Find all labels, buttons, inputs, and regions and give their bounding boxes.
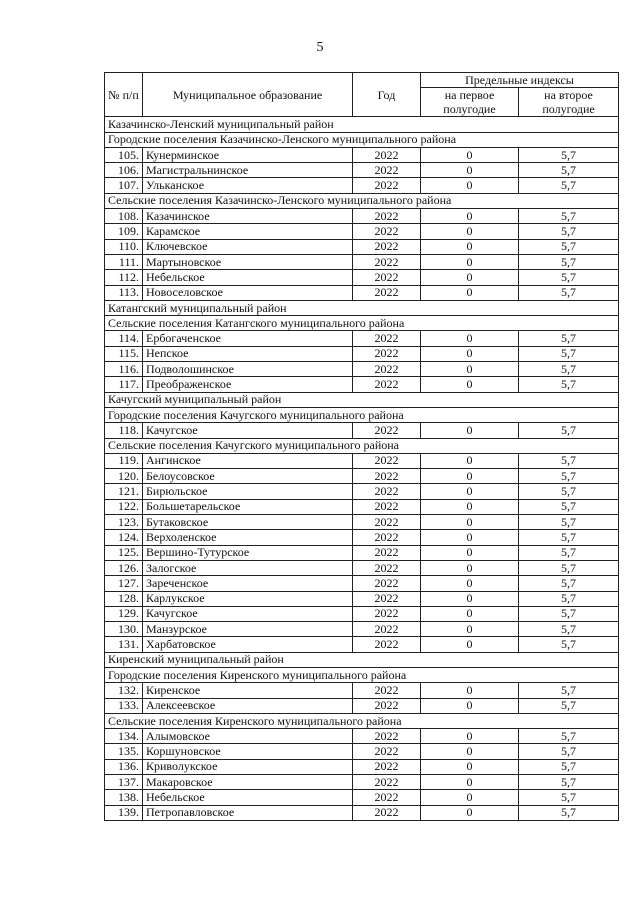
municipality-name: Непское — [143, 346, 353, 361]
municipality-name: Преображенское — [143, 377, 353, 392]
group-row — [105, 193, 619, 208]
row-year: 2022 — [353, 285, 421, 300]
municipality-name: Ангинское — [143, 453, 353, 468]
table-row — [105, 591, 619, 606]
group-row — [105, 667, 619, 682]
first-half-index: 0 — [421, 254, 519, 269]
second-half-index: 5,7 — [519, 224, 619, 239]
settlement-group-heading: Городские поселения Киренского муниципального района — [105, 667, 619, 682]
table-header — [105, 73, 619, 117]
table-row — [105, 698, 619, 713]
table-row — [105, 362, 619, 377]
row-number: 118. — [105, 423, 143, 438]
table-row — [105, 377, 619, 392]
row-year: 2022 — [353, 560, 421, 575]
table-row — [105, 560, 619, 575]
row-year: 2022 — [353, 453, 421, 468]
row-year: 2022 — [353, 622, 421, 637]
second-half-index: 5,7 — [519, 805, 619, 820]
first-half-index: 0 — [421, 163, 519, 178]
table-row — [105, 683, 619, 698]
second-half-index: 5,7 — [519, 147, 619, 162]
second-half-index: 5,7 — [519, 698, 619, 713]
row-year: 2022 — [353, 423, 421, 438]
municipality-name: Кунерминское — [143, 147, 353, 162]
group-row — [105, 438, 619, 453]
municipality-name: Киренское — [143, 683, 353, 698]
second-half-index: 5,7 — [519, 423, 619, 438]
row-year: 2022 — [353, 224, 421, 239]
row-year: 2022 — [353, 729, 421, 744]
first-half-index: 0 — [421, 744, 519, 759]
header-num: № п/п — [105, 73, 143, 117]
second-half-index: 5,7 — [519, 163, 619, 178]
first-half-index: 0 — [421, 545, 519, 560]
second-half-index: 5,7 — [519, 729, 619, 744]
second-half-index: 5,7 — [519, 270, 619, 285]
table-row — [105, 469, 619, 484]
settlement-group-heading: Городские поселения Казачинско-Ленского муниципального района — [105, 132, 619, 147]
municipality-name: Мартыновское — [143, 254, 353, 269]
row-year: 2022 — [353, 805, 421, 820]
first-half-index: 0 — [421, 209, 519, 224]
row-number: 115. — [105, 346, 143, 361]
table-row — [105, 147, 619, 162]
row-year: 2022 — [353, 484, 421, 499]
table-row — [105, 285, 619, 300]
row-number: 125. — [105, 545, 143, 560]
row-number: 139. — [105, 805, 143, 820]
row-number: 134. — [105, 729, 143, 744]
first-half-index: 0 — [421, 729, 519, 744]
second-half-index: 5,7 — [519, 362, 619, 377]
page-number: 5 — [316, 40, 324, 55]
row-year: 2022 — [353, 346, 421, 361]
second-half-index: 5,7 — [519, 591, 619, 606]
municipality-name: Ключевское — [143, 239, 353, 254]
second-half-index: 5,7 — [519, 560, 619, 575]
municipality-name: Залогское — [143, 560, 353, 575]
municipality-name: Небельское — [143, 790, 353, 805]
table-row — [105, 775, 619, 790]
row-number: 128. — [105, 591, 143, 606]
row-number: 127. — [105, 576, 143, 591]
group-row — [105, 132, 619, 147]
row-year: 2022 — [353, 606, 421, 621]
municipality-name: Карлукское — [143, 591, 353, 606]
first-half-index: 0 — [421, 377, 519, 392]
row-number: 108. — [105, 209, 143, 224]
row-year: 2022 — [353, 637, 421, 652]
table-row — [105, 453, 619, 468]
row-year: 2022 — [353, 178, 421, 193]
municipality-name: Алымовское — [143, 729, 353, 744]
first-half-index: 0 — [421, 484, 519, 499]
municipality-name: Бутаковское — [143, 515, 353, 530]
second-half-index: 5,7 — [519, 499, 619, 514]
row-number: 111. — [105, 254, 143, 269]
municipality-name: Качугское — [143, 423, 353, 438]
table-row — [105, 576, 619, 591]
district-row — [105, 392, 619, 407]
first-half-index: 0 — [421, 775, 519, 790]
second-half-index: 5,7 — [519, 759, 619, 774]
row-year: 2022 — [353, 254, 421, 269]
municipality-name: Качугское — [143, 606, 353, 621]
header-municipality: Муниципальное образование — [143, 73, 353, 117]
municipality-name: Большетарельское — [143, 499, 353, 514]
second-half-index: 5,7 — [519, 790, 619, 805]
row-year: 2022 — [353, 790, 421, 805]
first-half-index: 0 — [421, 147, 519, 162]
row-number: 122. — [105, 499, 143, 514]
district-row — [105, 117, 619, 132]
first-half-index: 0 — [421, 591, 519, 606]
table-row — [105, 530, 619, 545]
row-number: 112. — [105, 270, 143, 285]
first-half-index: 0 — [421, 530, 519, 545]
district-row — [105, 652, 619, 667]
settlement-group-heading: Сельские поселения Катангского муниципального района — [105, 316, 619, 331]
first-half-index: 0 — [421, 698, 519, 713]
table-row — [105, 744, 619, 759]
second-half-index: 5,7 — [519, 285, 619, 300]
second-half-index: 5,7 — [519, 254, 619, 269]
second-half-index: 5,7 — [519, 775, 619, 790]
header-year: Год — [353, 73, 421, 117]
second-half-index: 5,7 — [519, 331, 619, 346]
table-body — [105, 117, 619, 821]
row-number: 121. — [105, 484, 143, 499]
second-half-index: 5,7 — [519, 178, 619, 193]
table-row — [105, 759, 619, 774]
header-first-half: на первое полугодие — [421, 88, 519, 117]
row-number: 129. — [105, 606, 143, 621]
row-number: 123. — [105, 515, 143, 530]
first-half-index: 0 — [421, 285, 519, 300]
row-number: 124. — [105, 530, 143, 545]
row-year: 2022 — [353, 362, 421, 377]
first-half-index: 0 — [421, 499, 519, 514]
table-row — [105, 622, 619, 637]
municipality-name: Вершино-Тутурское — [143, 545, 353, 560]
row-year: 2022 — [353, 698, 421, 713]
table-row — [105, 163, 619, 178]
row-year: 2022 — [353, 469, 421, 484]
row-number: 116. — [105, 362, 143, 377]
first-half-index: 0 — [421, 346, 519, 361]
second-half-index: 5,7 — [519, 515, 619, 530]
row-year: 2022 — [353, 331, 421, 346]
second-half-index: 5,7 — [519, 239, 619, 254]
second-half-index: 5,7 — [519, 453, 619, 468]
second-half-index: 5,7 — [519, 209, 619, 224]
row-year: 2022 — [353, 515, 421, 530]
table-row — [105, 545, 619, 560]
second-half-index: 5,7 — [519, 637, 619, 652]
first-half-index: 0 — [421, 790, 519, 805]
row-number: 126. — [105, 560, 143, 575]
municipality-name: Петропавловское — [143, 805, 353, 820]
first-half-index: 0 — [421, 362, 519, 377]
second-half-index: 5,7 — [519, 622, 619, 637]
table-row — [105, 790, 619, 805]
row-number: 132. — [105, 683, 143, 698]
first-half-index: 0 — [421, 224, 519, 239]
municipality-name: Новоселовское — [143, 285, 353, 300]
municipality-name: Коршуновское — [143, 744, 353, 759]
first-half-index: 0 — [421, 178, 519, 193]
municipality-name: Подволошинское — [143, 362, 353, 377]
row-number: 110. — [105, 239, 143, 254]
table-row — [105, 239, 619, 254]
municipality-name: Небельское — [143, 270, 353, 285]
district-heading: Катангский муниципальный район — [105, 300, 619, 315]
header-second-half: на второе полугодие — [519, 88, 619, 117]
row-number: 136. — [105, 759, 143, 774]
district-heading: Казачинско-Ленский муниципальный район — [105, 117, 619, 132]
row-number: 137. — [105, 775, 143, 790]
first-half-index: 0 — [421, 453, 519, 468]
table-row — [105, 484, 619, 499]
row-year: 2022 — [353, 499, 421, 514]
row-year: 2022 — [353, 239, 421, 254]
municipality-name: Криволукское — [143, 759, 353, 774]
municipality-name: Харбатовское — [143, 637, 353, 652]
row-year: 2022 — [353, 163, 421, 178]
second-half-index: 5,7 — [519, 683, 619, 698]
group-row — [105, 316, 619, 331]
row-number: 107. — [105, 178, 143, 193]
row-year: 2022 — [353, 209, 421, 224]
row-number: 138. — [105, 790, 143, 805]
table-row — [105, 637, 619, 652]
second-half-index: 5,7 — [519, 377, 619, 392]
municipality-name: Казачинское — [143, 209, 353, 224]
settlement-group-heading: Городские поселения Качугского муниципального района — [105, 407, 619, 422]
row-number: 114. — [105, 331, 143, 346]
municipality-name: Ульканское — [143, 178, 353, 193]
first-half-index: 0 — [421, 576, 519, 591]
row-year: 2022 — [353, 591, 421, 606]
municipality-name: Манзурское — [143, 622, 353, 637]
first-half-index: 0 — [421, 270, 519, 285]
first-half-index: 0 — [421, 606, 519, 621]
table-row — [105, 499, 619, 514]
table-row — [105, 515, 619, 530]
row-year: 2022 — [353, 775, 421, 790]
row-number: 119. — [105, 453, 143, 468]
municipality-name: Белоусовское — [143, 469, 353, 484]
first-half-index: 0 — [421, 759, 519, 774]
first-half-index: 0 — [421, 469, 519, 484]
table-row — [105, 805, 619, 820]
table-row — [105, 224, 619, 239]
row-number: 120. — [105, 469, 143, 484]
municipality-name: Карамское — [143, 224, 353, 239]
second-half-index: 5,7 — [519, 606, 619, 621]
first-half-index: 0 — [421, 515, 519, 530]
row-number: 113. — [105, 285, 143, 300]
second-half-index: 5,7 — [519, 530, 619, 545]
row-year: 2022 — [353, 744, 421, 759]
first-half-index: 0 — [421, 239, 519, 254]
first-half-index: 0 — [421, 423, 519, 438]
municipality-name: Макаровское — [143, 775, 353, 790]
row-year: 2022 — [353, 147, 421, 162]
settlement-group-heading: Сельские поселения Казачинско-Ленского муниципального района — [105, 193, 619, 208]
row-year: 2022 — [353, 576, 421, 591]
indices-table — [104, 72, 619, 821]
municipality-name: Магистральнинское — [143, 163, 353, 178]
table-row — [105, 254, 619, 269]
row-number: 133. — [105, 698, 143, 713]
row-year: 2022 — [353, 377, 421, 392]
district-row — [105, 300, 619, 315]
second-half-index: 5,7 — [519, 469, 619, 484]
row-number: 130. — [105, 622, 143, 637]
second-half-index: 5,7 — [519, 346, 619, 361]
settlement-group-heading: Сельские поселения Качугского муниципального района — [105, 438, 619, 453]
row-number: 105. — [105, 147, 143, 162]
row-number: 117. — [105, 377, 143, 392]
district-heading: Качугский муниципальный район — [105, 392, 619, 407]
first-half-index: 0 — [421, 683, 519, 698]
table-row — [105, 270, 619, 285]
table-row — [105, 729, 619, 744]
second-half-index: 5,7 — [519, 484, 619, 499]
row-year: 2022 — [353, 530, 421, 545]
group-row — [105, 407, 619, 422]
district-heading: Киренский муниципальный район — [105, 652, 619, 667]
first-half-index: 0 — [421, 637, 519, 652]
row-number: 106. — [105, 163, 143, 178]
table-row — [105, 606, 619, 621]
row-number: 109. — [105, 224, 143, 239]
municipality-name: Зареченское — [143, 576, 353, 591]
row-year: 2022 — [353, 270, 421, 285]
group-row — [105, 713, 619, 728]
first-half-index: 0 — [421, 622, 519, 637]
settlement-group-heading: Сельские поселения Киренского муниципального района — [105, 713, 619, 728]
table-row — [105, 331, 619, 346]
first-half-index: 0 — [421, 331, 519, 346]
first-half-index: 0 — [421, 560, 519, 575]
row-year: 2022 — [353, 683, 421, 698]
header-indices: Предельные индексы — [421, 73, 619, 88]
row-number: 135. — [105, 744, 143, 759]
second-half-index: 5,7 — [519, 744, 619, 759]
municipality-name: Бирюльское — [143, 484, 353, 499]
row-year: 2022 — [353, 545, 421, 560]
first-half-index: 0 — [421, 805, 519, 820]
table-row — [105, 209, 619, 224]
row-number: 131. — [105, 637, 143, 652]
table-row — [105, 346, 619, 361]
second-half-index: 5,7 — [519, 576, 619, 591]
municipality-name: Верхоленское — [143, 530, 353, 545]
second-half-index: 5,7 — [519, 545, 619, 560]
municipality-name: Алексеевское — [143, 698, 353, 713]
table-row — [105, 423, 619, 438]
row-year: 2022 — [353, 759, 421, 774]
table-row — [105, 178, 619, 193]
municipality-name: Ербогаченское — [143, 331, 353, 346]
